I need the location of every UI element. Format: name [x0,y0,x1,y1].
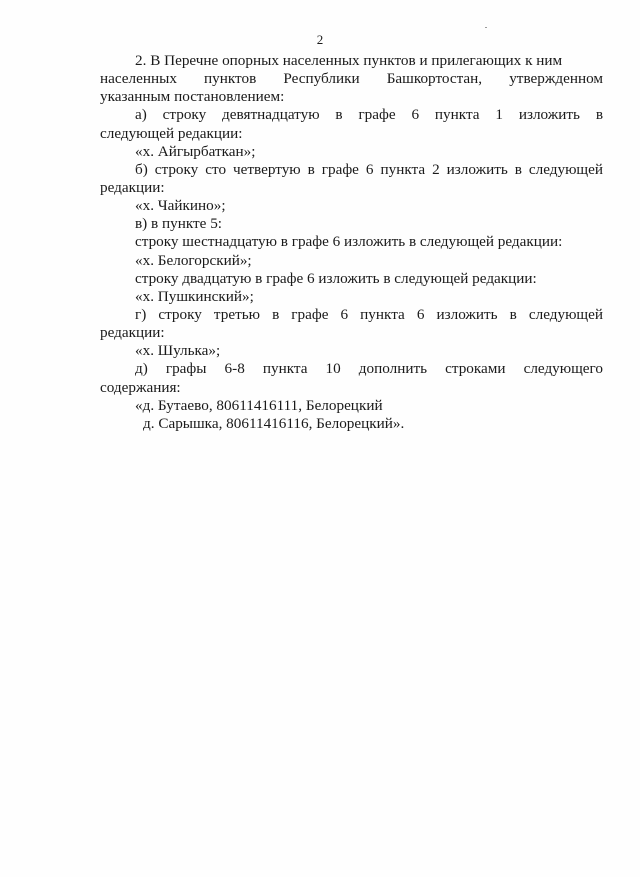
paragraph-line: в) в пункте 5: [135,215,223,233]
paragraph-line: населенных пунктов Республики Башкортостан, утвержденном [100,70,603,88]
paragraph-line: «д. Бутаево, 80611416111, Белорецкий [135,396,383,414]
paragraph-line: «х. Белогорский»; [135,251,252,269]
paragraph-line: строку двадцатую в графе 6 изложить в следующей редакции: [135,269,537,287]
paragraph-line: содержания: [100,378,181,396]
paragraph-line: «х. Айгырбаткан»; [135,142,256,160]
paragraph-line: б) строку сто четвертую в графе 6 пункта 2 изложить в следующей [135,160,603,178]
scan-speck [485,27,487,28]
paragraph-line: г) строку третью в графе 6 пункта 6 изложить в следующей [135,305,603,323]
paragraph-line: редакции: [100,324,165,342]
paragraph-line: редакции: [100,178,165,196]
paragraph-line: указанным постановлением: [100,88,285,106]
paragraph-line: 2. В Перечне опорных населенных пунктов и прилегающих к ним [135,52,563,69]
paragraph-line: «х. Чайкино»; [135,197,226,215]
paragraph-line: а) строку девятнадцатую в графе 6 пункта 1 изложить в [135,106,603,124]
paragraph-line: «х. Пушкинский»; [135,287,254,305]
page-number: 2 [316,32,324,47]
paragraph-line: «х. Шулька»; [135,342,221,360]
document-body [100,52,603,433]
paragraph-line: следующей редакции: [100,124,243,142]
paragraph-line: д. Сарышка, 80611416116, Белорецкий». [143,414,405,432]
paragraph-line: д) графы 6-8 пункта 10 дополнить строками следующего [135,360,603,378]
paragraph-line: строку шестнадцатую в графе 6 изложить в следующей редакции: [135,233,563,251]
